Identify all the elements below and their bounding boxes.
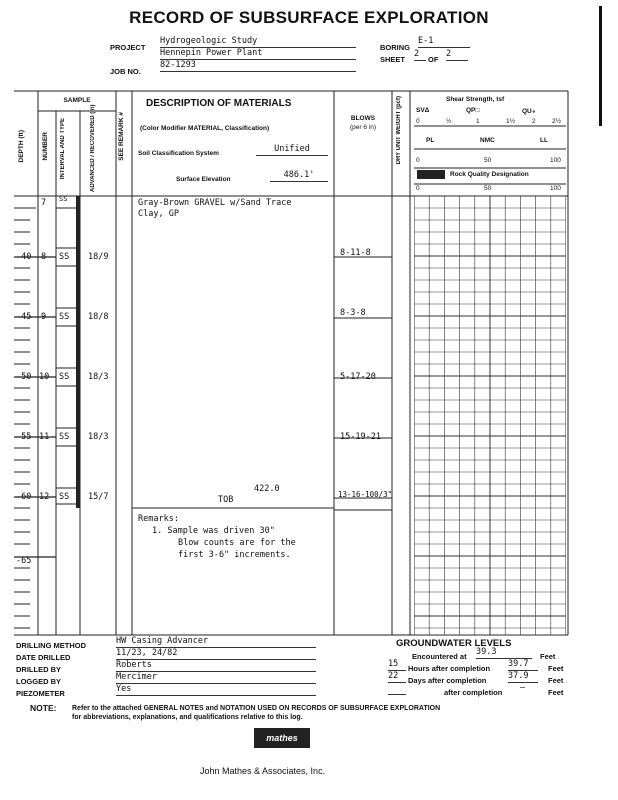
- sheet-total: 2: [446, 49, 468, 61]
- job-number: 82-1293: [160, 60, 356, 72]
- logged-by-label: LOGGED BY: [16, 677, 62, 686]
- gw-days-value: 22: [388, 671, 406, 683]
- sheet-label: SHEET: [380, 55, 406, 64]
- advanced-header: ADVANCED / RECOVERED (in): [90, 104, 96, 192]
- date-drilled-label: DATE DRILLED: [16, 653, 71, 662]
- depth-label: -55: [16, 432, 32, 442]
- blows-header: BLOWS: [350, 115, 376, 122]
- moisture-tick: 100: [550, 157, 561, 164]
- gw-feet-label: Feet: [540, 652, 556, 661]
- sample-recovery: 18/9: [88, 252, 109, 262]
- sample-number: 7: [41, 198, 47, 208]
- gw-days-depth: 37.9: [508, 671, 538, 683]
- sheet-number: 2: [414, 49, 426, 61]
- shear-tick: ½: [446, 118, 452, 125]
- job-label: JOB NO.: [110, 67, 141, 76]
- sv-legend: SVΔ: [416, 107, 430, 114]
- moisture-tick: 50: [484, 157, 492, 164]
- remark-line1: 1. Sample was driven 30": [152, 526, 275, 536]
- gw-hours-value: 15: [388, 659, 406, 671]
- logged-by-value: Mercimer: [116, 672, 316, 684]
- sample-number: 9: [41, 312, 47, 322]
- gw-feet-label: Feet: [548, 688, 564, 697]
- sample-header: SAMPLE: [63, 97, 91, 104]
- boring-number: E-1: [418, 36, 470, 48]
- lab-test-graph-grid: [414, 196, 566, 635]
- note-label: NOTE:: [30, 703, 57, 713]
- piezometer-value: Yes: [116, 684, 316, 696]
- depth-label: -50: [16, 372, 32, 382]
- project-label: PROJECT: [110, 43, 146, 52]
- ll-legend: LL: [540, 137, 548, 144]
- date-drilled-value: 11/23, 24/82: [116, 648, 316, 660]
- remarks-title: Remarks:: [138, 514, 179, 524]
- sample-type: SS: [59, 252, 70, 262]
- gw-after-label: after completion: [444, 688, 503, 697]
- sample-number: 10: [39, 372, 50, 382]
- gw-feet-label: Feet: [548, 664, 564, 673]
- page-title: RECORD OF SUBSURFACE EXPLORATION: [129, 8, 489, 27]
- gw-hours-label: Hours after completion: [408, 664, 491, 673]
- drilled-by-label: DRILLED BY: [16, 665, 61, 674]
- rqd-swatch: [417, 170, 445, 179]
- number-header: NUMBER: [42, 132, 49, 161]
- shear-tick: 1: [476, 118, 480, 125]
- see-remark-header: SEE REMARK #: [118, 112, 125, 161]
- gw-days-label: Days after completion: [408, 676, 487, 685]
- dry-unit-weight-header: DRY UNIT WEIGHT (pcf): [396, 96, 402, 165]
- rqd-legend: Rock Quality Designation: [450, 171, 529, 178]
- rqd-tick: 50: [484, 185, 492, 192]
- gw-hours-depth: 39.7: [508, 659, 538, 671]
- surface-elevation-value: 486.1': [270, 170, 328, 182]
- blow-count: 8-3-8: [340, 308, 366, 318]
- blow-count: 13-16-100/3": [338, 490, 393, 499]
- sample-recovery: 18/8: [88, 312, 109, 322]
- blow-count: 15-19-21: [340, 432, 381, 442]
- drilling-method-value: HW Casing Advancer: [116, 636, 316, 648]
- remark-line3: first 3-6" increments.: [178, 550, 291, 560]
- shear-tick: 2: [532, 118, 536, 125]
- note-line1: Refer to the attached GENERAL NOTES and NOTATION USED ON RECORDS OF SUBSURFACE EXPLORATION: [72, 705, 441, 712]
- boring-label: BORING: [380, 43, 410, 52]
- depth-header: DEPTH (ft): [18, 130, 25, 163]
- sample-type: SS: [59, 492, 70, 502]
- gw-blank-value: [388, 683, 406, 695]
- depth-label: -40: [16, 252, 32, 262]
- drilled-by-value: Roberts: [116, 660, 316, 672]
- moisture-tick: 0: [416, 157, 420, 164]
- depth-label: -65: [16, 556, 32, 566]
- material-description-line2: Clay, GP: [138, 209, 179, 219]
- note-line2: for abbreviations, explanations, and qualifications relative to this log.: [72, 714, 303, 721]
- nmc-legend: NMC: [480, 137, 495, 144]
- groundwater-title: GROUNDWATER LEVELS: [396, 638, 512, 649]
- project-line1: Hydrogeologic Study: [160, 36, 356, 48]
- gw-encountered-value: 39.3: [476, 647, 532, 659]
- shear-tick: 2½: [552, 118, 562, 125]
- material-description-line1: Gray-Brown GRAVEL w/Sand Trace: [138, 198, 292, 208]
- shear-tick: 0: [416, 118, 420, 125]
- tob-label: TOB: [218, 495, 234, 505]
- pl-legend: PL: [426, 137, 435, 144]
- soil-system-value: Unified: [256, 144, 328, 156]
- soil-system-label: Soil Classification System: [138, 150, 219, 157]
- gw-after-depth: —: [520, 683, 526, 693]
- tob-elevation: 422.0: [254, 484, 280, 494]
- company-name: John Mathes & Associates, Inc.: [200, 766, 326, 776]
- sample-number: 12: [39, 492, 50, 502]
- company-logo: mathes: [254, 728, 310, 748]
- sample-recovery: 18/3: [88, 432, 109, 442]
- description-subtitle: (Color Modifier MATERIAL, Classification): [140, 125, 270, 132]
- blow-count: 8-11-8: [340, 248, 371, 258]
- surface-elevation-label: Surface Elevation: [176, 176, 231, 183]
- shear-strength-title: Shear Strength, tsf: [446, 96, 505, 103]
- description-title: DESCRIPTION OF MATERIALS: [146, 98, 292, 109]
- depth-label: -60: [16, 492, 32, 502]
- blow-count: 5-17-20: [340, 372, 376, 382]
- remark-line2: Blow counts are for the: [178, 538, 296, 548]
- sample-type: SS: [59, 432, 70, 442]
- drilling-method-label: DRILLING METHOD: [16, 641, 86, 650]
- piezometer-label: PIEZOMETER: [16, 689, 65, 698]
- rqd-tick: 0: [416, 185, 420, 192]
- sample-recovery: 15/7: [88, 492, 109, 502]
- qu-legend: QU∘: [522, 108, 536, 115]
- sheet-of-label: OF: [428, 55, 439, 64]
- rqd-tick: 100: [550, 185, 561, 192]
- shear-tick: 1½: [506, 118, 516, 125]
- blows-subheader: (per 6 in): [349, 124, 376, 131]
- sample-type: SS: [59, 312, 70, 322]
- op-legend: QP□: [466, 107, 480, 114]
- sample-number: 11: [39, 432, 50, 442]
- sample-type: SS: [59, 195, 68, 203]
- sample-type: SS: [59, 372, 70, 382]
- depth-label: -45: [16, 312, 32, 322]
- gw-feet-label: Feet: [548, 676, 564, 685]
- project-line2: Hennepin Power Plant: [160, 48, 356, 60]
- sample-recovery: 18/3: [88, 372, 109, 382]
- gw-encountered-label: Encountered at: [412, 652, 467, 661]
- sample-number: 8: [41, 252, 47, 262]
- interval-header: INTERVAL AND TYPE: [60, 118, 66, 180]
